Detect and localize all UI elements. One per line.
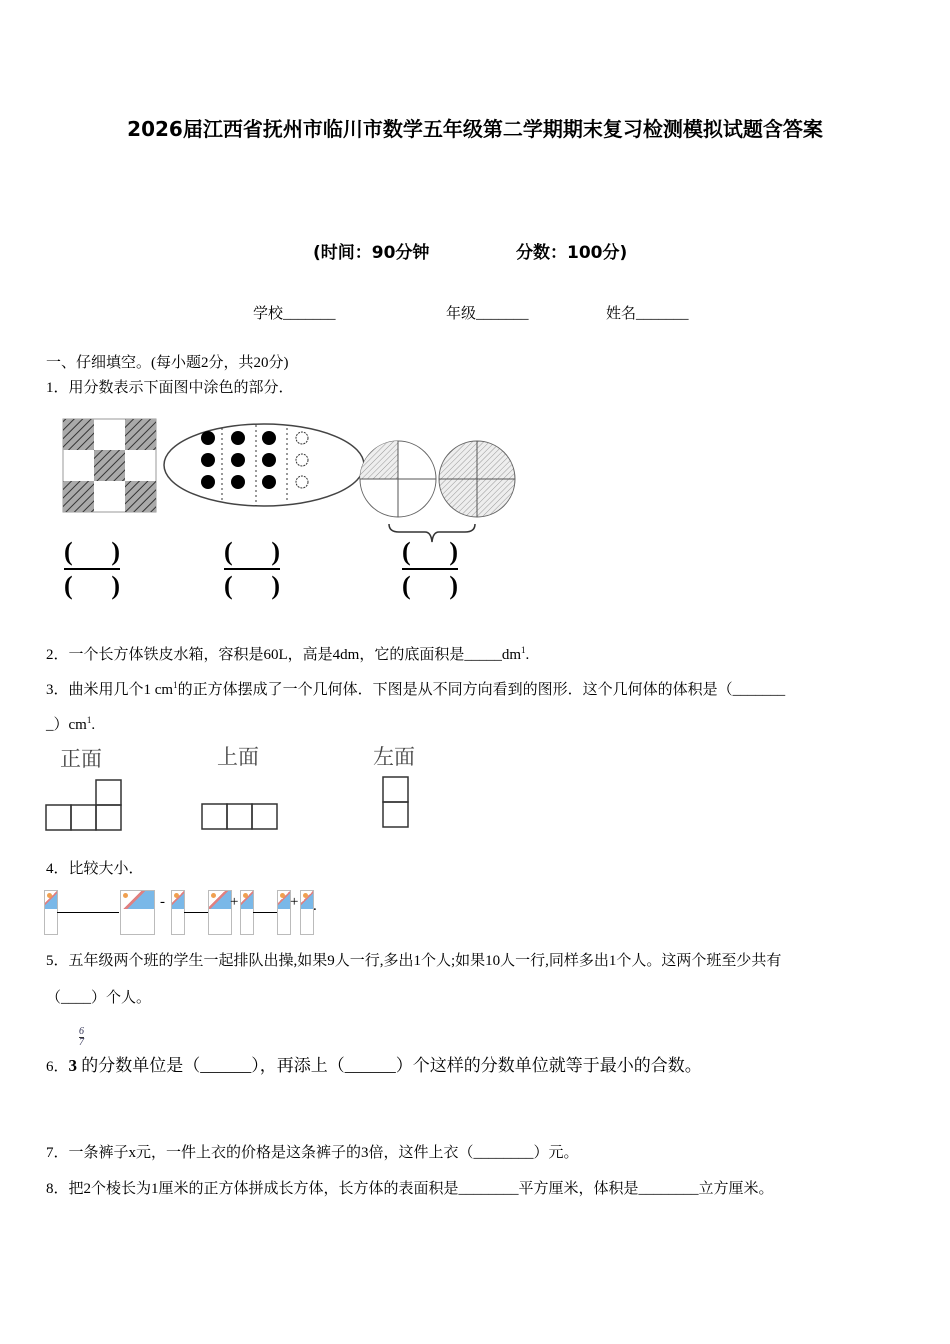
answer-blank[interactable] (57, 912, 119, 913)
plus-sign: + (230, 894, 239, 910)
q6-fraction: 6 7 (79, 1026, 84, 1048)
question-6: 6．3 的分数单位是（______），再添上（______）个这样的分数单位就等于最小的合数。 (46, 1056, 702, 1075)
broken-image-icon (171, 890, 185, 935)
fraction-answer-1[interactable]: ( ) ( ) (64, 537, 120, 600)
broken-image-icon (120, 890, 155, 935)
oval-dots-figure (164, 424, 364, 506)
broken-image-icon (208, 890, 232, 935)
school-field: 学校_______ (253, 306, 336, 322)
broken-image-icon (300, 890, 314, 935)
section-heading: 一、仔细填空。(每小题2分，共20分) (46, 355, 289, 371)
broken-image-icon (240, 890, 254, 935)
question-7: 7．一条裤子x元，一件上衣的价格是这条裤子的3倍，这件上衣（________）元。 (46, 1145, 579, 1161)
question-2: 2．一个长方体铁皮水箱，容积是60L，高是4dm，它的底面积是$\_\_\_\_\_dm^1$. (46, 645, 530, 663)
front-view-label: 正面 (60, 747, 102, 771)
question-4: 4．比较大小． (46, 861, 144, 877)
question-4-expression (44, 890, 334, 936)
exam-time: (时间：90分钟 (313, 243, 430, 263)
top-view-label: 上面 (217, 745, 259, 769)
fraction-answer-2[interactable]: ( ) ( ) (224, 537, 280, 600)
grade-field: 年级_______ (446, 306, 529, 322)
left-view-label: 左面 (373, 745, 415, 769)
question-5-continued: （____）个人。 (46, 990, 152, 1006)
broken-image-icon (44, 890, 58, 935)
fraction-answer-3[interactable]: ( ) ( ) (402, 537, 458, 600)
exam-score: 分数：100分) (516, 243, 628, 263)
answer-blank[interactable] (184, 912, 208, 913)
circles-figure (360, 441, 515, 517)
page-title: 2026届江西省抚州市临川市数学五年级第二学期期末复习检测模拟试题含答案 (127, 117, 823, 141)
question-1: 1．用分数表示下面图中涂色的部分． (46, 380, 294, 396)
broken-image-icon (277, 890, 291, 935)
period: . (313, 898, 317, 914)
plus-sign: + (290, 894, 299, 910)
three-views-figure (40, 775, 440, 835)
question-3: 3．曲米用几个1 $cm^1$的正方体摆成了一个几何体．下图是从不同方向看到的图形．这个几何体的体积是（_______ (46, 680, 786, 698)
minus-sign: - (160, 894, 165, 910)
answer-blank[interactable] (253, 912, 277, 913)
question-3-continued: $\_)cm^1$. (46, 715, 96, 733)
checker-square-figure (63, 419, 156, 512)
question-5: 5．五年级两个班的学生一起排队出操,如果9人一行,多出1个人;如果10人一行,同样多出1个人。这两个班至少共有 (46, 953, 782, 969)
question-1-figures (40, 410, 530, 525)
question-8: 8．把2个棱长为1厘米的正方体拼成长方体，长方体的表面积是________平方厘米，体积是________立方厘米。 (46, 1181, 774, 1197)
name-field: 姓名_______ (606, 306, 689, 322)
